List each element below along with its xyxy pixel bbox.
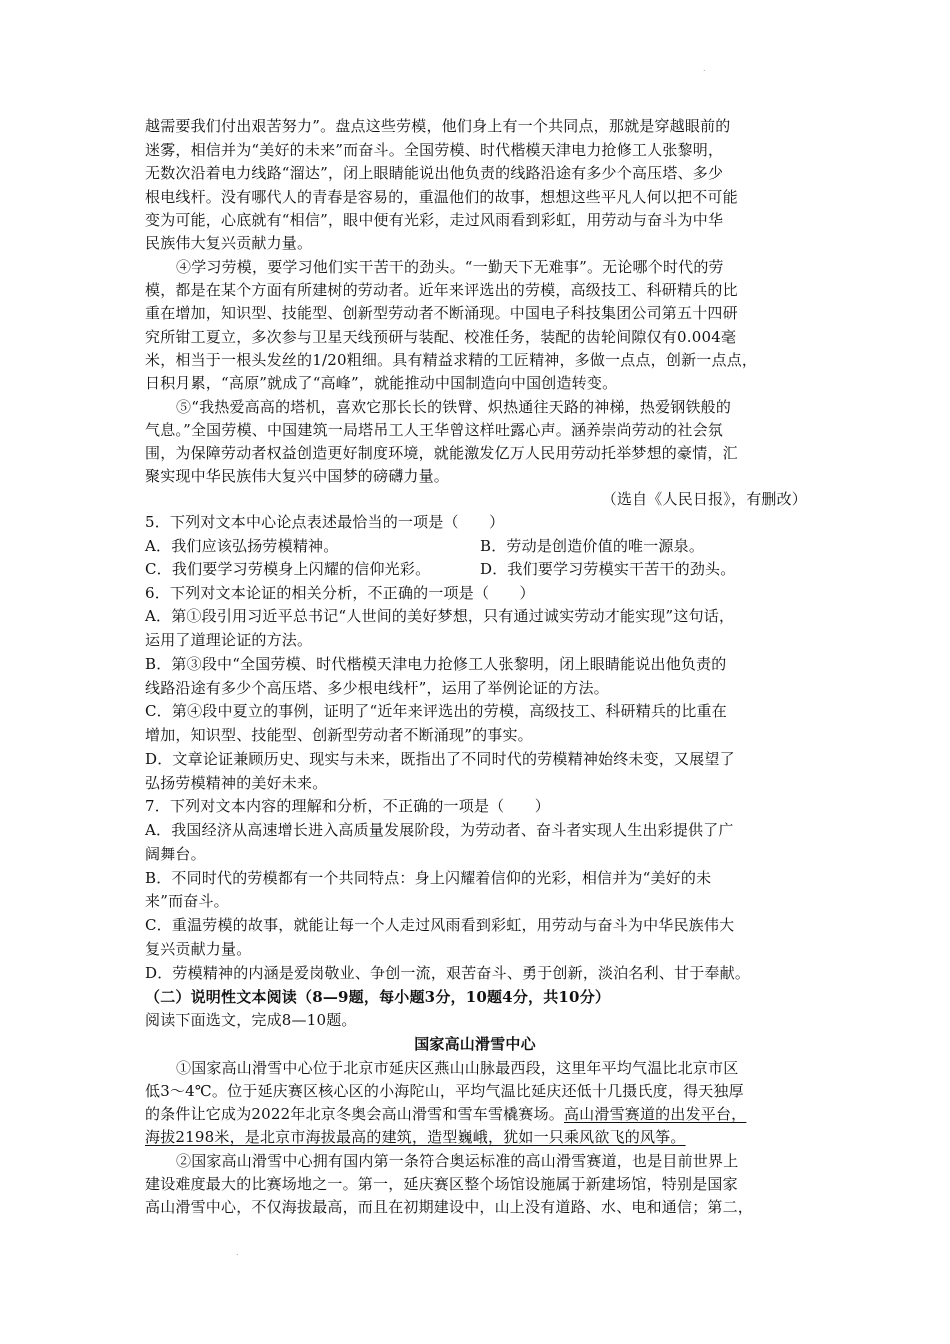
q7-line: 复兴贡献力量。	[145, 940, 252, 958]
q6-line: 线路沿途有多少个高压塔、多少根电线杆”，运用了举例论证的方法。	[145, 679, 609, 697]
passage-line: 越需要我们付出艰苦努力”。盘点这些劳模，他们身上有一个共同点，那就是穿越眼前的	[145, 117, 731, 135]
q6-line: 运用了道理论证的方法。	[145, 631, 313, 649]
scan-dot: .	[703, 64, 706, 73]
underlined-text: 海拔2198米，是北京市海拔最高的建筑，造型巍峨，犹如一只乘风欲飞的风筝。	[145, 1128, 686, 1146]
article-p1-line	[145, 1103, 746, 1125]
article-title: 国家高山滑雪中心	[414, 1035, 536, 1053]
q5-option-d: D．我们要学习劳模实干苦干的劲头。	[480, 560, 736, 578]
para4-line: ④学习劳模，要学习他们实干苦干的劲头。“一勤天下无难事”。无论哪个时代的劳	[176, 258, 724, 276]
source-note: （选自《人民日报》，有删改）	[601, 490, 807, 508]
para4-line: 重在增加，知识型、技能型、创新型劳动者不断涌现。中国电子科技集团公司第五十四研	[145, 304, 738, 322]
para4-line: 日积月累，“高原”就成了“高峰”，就能推动中国制造向中国创造转变。	[145, 374, 618, 392]
passage-line: 变为可能，心底就有“相信”，眼中便有光彩，走过风雨看到彩虹，用劳动与奋斗为中华	[145, 211, 724, 229]
para4-line: 模，都是在某个方面有所建树的劳动者。近年来评选出的劳模，高级技工、科研精兵的比	[145, 281, 738, 299]
q6-line: D．文章论证兼顾历史、现实与未来，既指出了不同时代的劳模精神始终未变，又展望了	[145, 750, 735, 768]
q7-line: C．重温劳模的故事，就能让每一个人走过风雨看到彩虹，用劳动与奋斗为中华民族伟大	[145, 916, 735, 934]
q6-line: 增加，知识型、技能型、创新型劳动者不断涌现”的事实。	[145, 726, 533, 744]
passage-line: 民族伟大复兴贡献力量。	[145, 234, 313, 252]
q5-option-b: B．劳动是创造价值的唯一源泉。	[480, 537, 705, 555]
q6-line: C．第④段中夏立的事例，证明了“近年来评选出的劳模，高级技工、科研精兵的比重在	[145, 702, 727, 720]
article-p2-line: ②国家高山滑雪中心拥有国内第一条符合奥运标准的高山滑雪赛道，也是目前世界上	[176, 1152, 739, 1170]
para4-line: 米，相当于一根头发丝的1/20粗细。具有精益求精的工匠精神，多做一点点，创新一点点，	[145, 351, 758, 369]
scan-dot: .	[236, 1248, 239, 1257]
q7-line: A．我国经济从高速增长进入高质量发展阶段，为劳动者、奋斗者实现人生出彩提供了广	[145, 821, 734, 839]
article-p1-text: 的条件让它成为2022年北京冬奥会高山滑雪和雪车雪橇赛场。	[145, 1105, 564, 1123]
q6-line: B．第③段中“全国劳模、时代楷模天津电力抢修工人张黎明，闭上眼睛能说出他负责的	[145, 655, 727, 673]
para5-line: 聚实现中华民族伟大复兴中国梦的磅礴力量。	[145, 467, 450, 485]
q5-stem: 5．下列对文本中心论点表述最恰当的一项是（ ）	[145, 513, 505, 531]
para5-line: ⑤“我热爱高高的塔机，喜欢它那长长的铁臂、炽热通往天路的神梯，热爱钢铁般的	[176, 398, 732, 416]
q7-line: B．不同时代的劳模都有一个共同特点：身上闪耀着信仰的光彩，相信并为“美好的未	[145, 869, 712, 887]
section-instruction: 阅读下面选文，完成8—10题。	[145, 1011, 357, 1029]
article-p2-line: 建设难度最大的比赛场地之一。第一，延庆赛区整个场馆设施属于新建场馆，特别是国家	[145, 1175, 738, 1193]
q7-line: 阔舞台。	[145, 845, 206, 863]
passage-line: 无数次沿着电力线路“溜达”，闭上眼睛能说出他负责的线路沿途有多少个高压塔、多少	[145, 164, 724, 182]
passage-line: 迷雾，相信并为“美好的未来”而奋斗。全国劳模、时代楷模天津电力抢修工人张黎明，	[145, 141, 724, 159]
q6-line: A．第①段引用习近平总书记“人世间的美好梦想，只有通过诚实劳动才能实现”这句话，	[145, 607, 735, 625]
para4-line: 究所钳工夏立，多次参与卫星天线预研与装配、校准任务，装配的齿轮间隙仅有0.004毫	[145, 328, 737, 346]
q5-option-a: A．我们应该弘扬劳模精神。	[145, 537, 339, 555]
para5-line: 气息。”全国劳模、中国建筑一局塔吊工人王华曾这样吐露心声。涵养崇尚劳动的社会氛	[145, 421, 723, 439]
article-p1-line: 低3～4℃。位于延庆赛区核心区的小海陀山，平均气温比延庆还低十几摄氏度，得天独厚	[145, 1082, 744, 1100]
q7-line: 来”而奋斗。	[145, 892, 229, 910]
section-heading: （二）说明性文本阅读（8—9题，每小题3分，10题4分，共10分）	[145, 988, 611, 1006]
q5-option-c: C．我们要学习劳模身上闪耀的信仰光彩。	[145, 560, 431, 578]
passage-line: 根电线杆。没有哪代人的青春是容易的，重温他们的故事，想想这些平凡人何以把不可能	[145, 188, 738, 206]
article-p1-line: ①国家高山滑雪中心位于北京市延庆区燕山山脉最西段，这里年平均气温比北京市区	[176, 1059, 739, 1077]
article-p2-line: 高山滑雪中心，不仅海拔最高，而且在初期建设中，山上没有道路、水、电和通信；第二，	[145, 1198, 754, 1216]
underlined-text: 高山滑雪赛道的出发平台，	[563, 1105, 747, 1123]
q7-line: D．劳模精神的内涵是爱岗敬业、争创一流，艰苦奋斗、勇于创新，淡泊名利、甘于奉献。	[145, 964, 751, 982]
q7-stem: 7．下列对文本内容的理解和分析，不正确的一项是（ ）	[145, 797, 550, 815]
q6-stem: 6．下列对文本论证的相关分析，不正确的一项是（ ）	[145, 584, 535, 602]
para5-line: 围，为保障劳动者权益创造更好制度环境，就能激发亿万人民用劳动托举梦想的豪情，汇	[145, 444, 738, 462]
q6-line: 弘扬劳模精神的美好未来。	[145, 774, 328, 792]
